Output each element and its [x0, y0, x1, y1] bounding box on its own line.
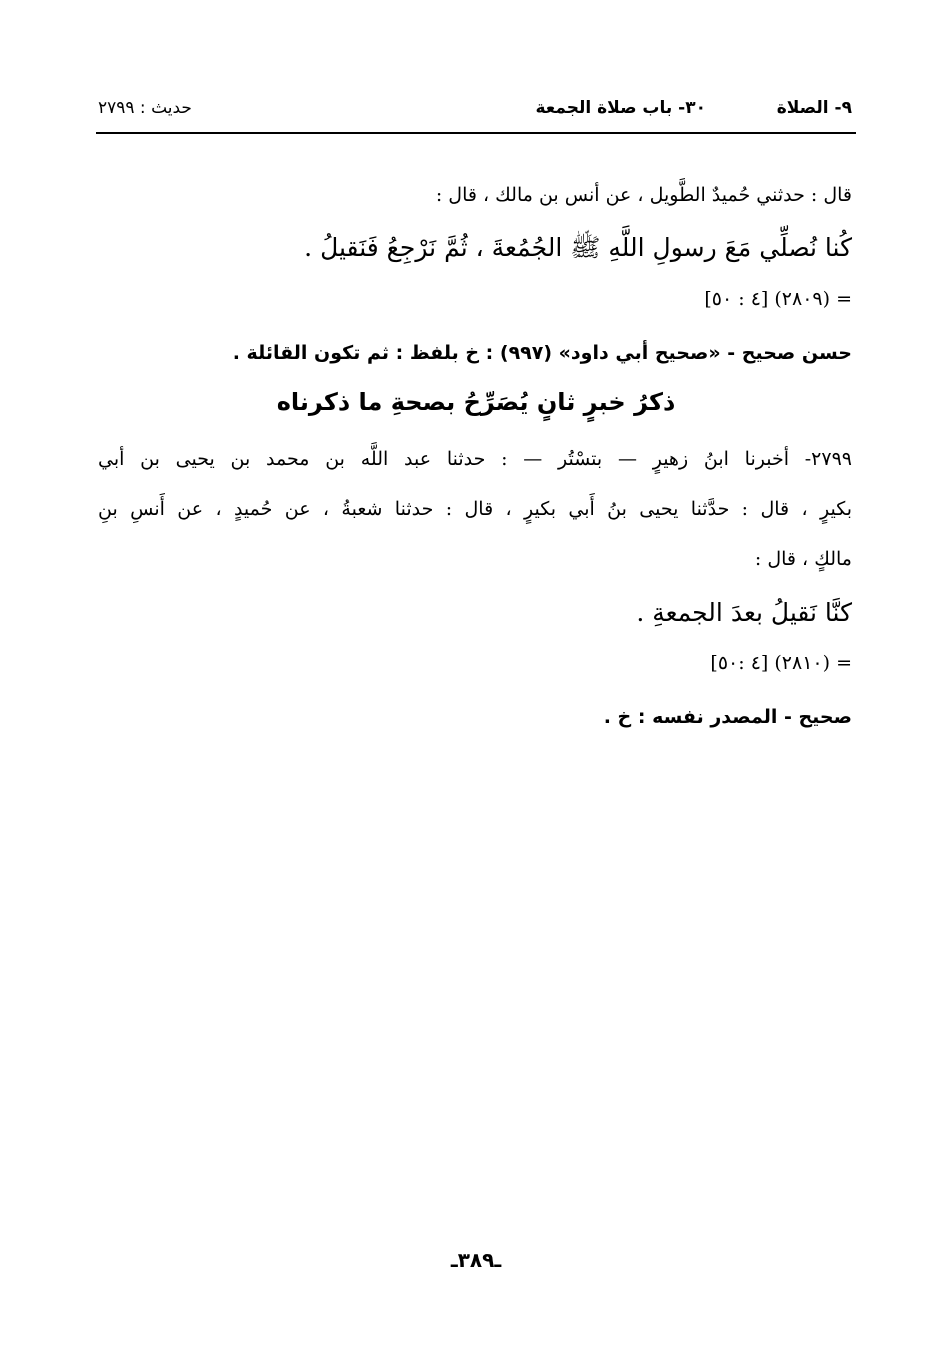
- hadith-matn: كُنا نُصلِّي مَعَ رسولِ اللَّهِ ﷺ الجُمُعةَ ، ثُمَّ نَرْجِعُ فَنَقيلُ .: [304, 233, 852, 262]
- section-title: ذكرُ خبرٍ ثانٍ يُصَرِّحُ بصحةِ ما ذكرناه: [276, 388, 676, 416]
- page-number: ـ٣٨٩ـ: [450, 1248, 502, 1272]
- cross-reference-2: = (٢٨١٠) [٤ :٥٠]: [710, 652, 852, 674]
- isnad-line-2: بكيرٍ ، قال : حدَّثنا يحيى بنُ أَبي بكيرٍ ، قال : حدثنا شعبةُ ، عن حُميدٍ ، عن أَنسِ بنِ: [98, 498, 852, 520]
- header-rule: [96, 132, 856, 134]
- cross-reference: = (٢٨٠٩) [٤ : ٥٠]: [704, 288, 852, 310]
- hadith-number-heading: حديث : ٢٧٩٩: [98, 98, 192, 118]
- narration-line: قال : حدثني حُميدٌ الطَّويل ، عن أنس بن مالك ، قال :: [435, 184, 852, 206]
- bab-heading: ٣٠- باب صلاة الجمعة: [535, 98, 706, 118]
- isnad-line-3: مالكٍ ، قال :: [754, 548, 852, 570]
- isnad-line-1: ٢٧٩٩- أخبرنا ابنُ زهيرٍ — بتسْتُر — : حدثنا عبد اللَّه بن محمد بن يحيى بن أبي: [98, 448, 852, 470]
- hadith-grade-2: صحيح - المصدر نفسه : خ .: [603, 706, 852, 728]
- hadith-matn-2: كنَّا نَقيلُ بعدَ الجمعةِ .: [636, 598, 852, 627]
- chapter-heading: ٩- الصلاة: [776, 98, 852, 118]
- hadith-grade: حسن صحيح - «صحيح أبي داود» (٩٩٧) : خ بلفظ : ثم تكون القائلة .: [232, 342, 852, 364]
